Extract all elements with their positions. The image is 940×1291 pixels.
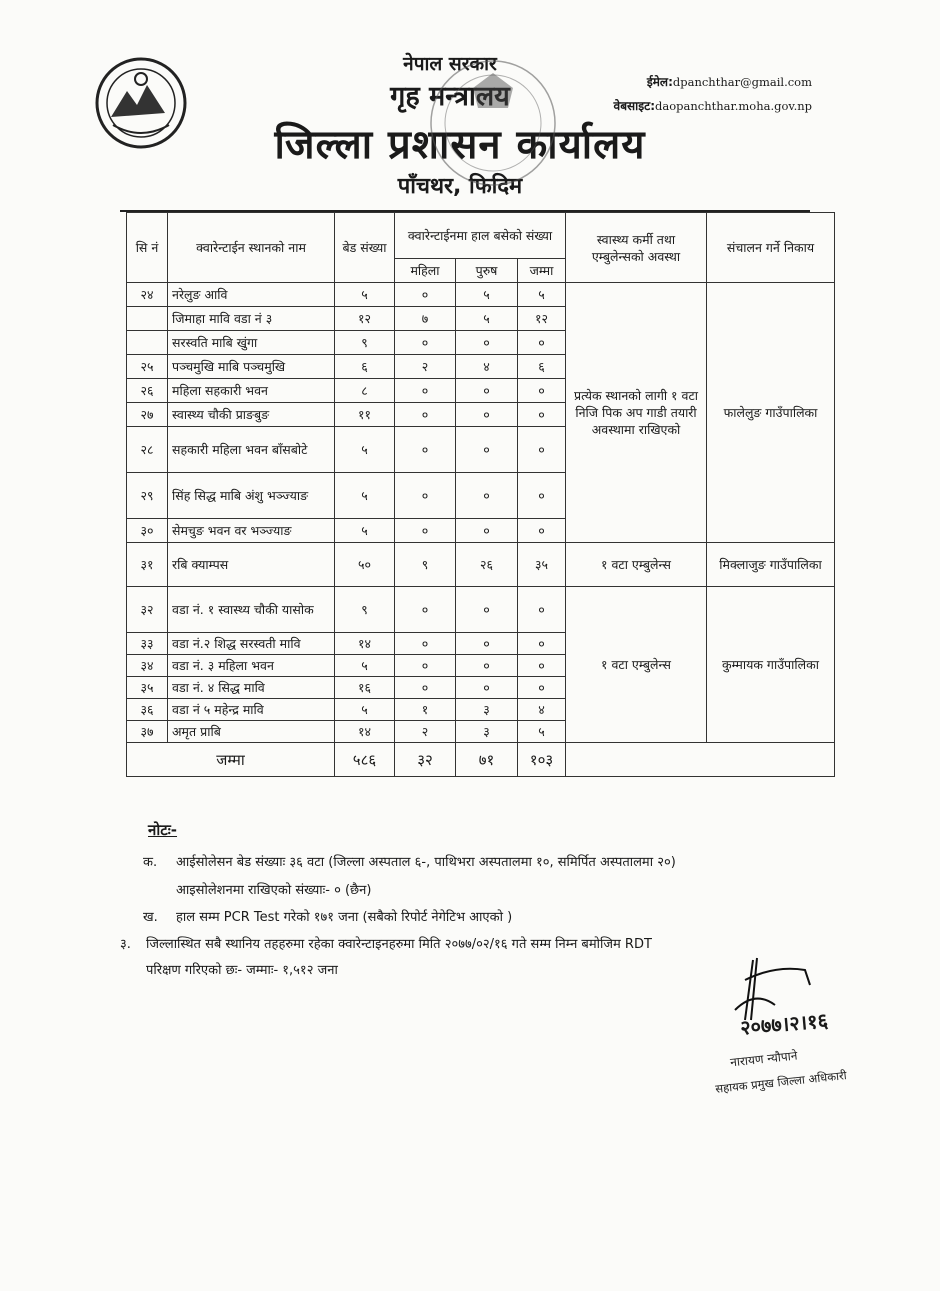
row-sn: २८ bbox=[127, 427, 168, 473]
row-total: ० bbox=[518, 677, 566, 699]
row-total: ० bbox=[518, 331, 566, 355]
row-name: वडा नं.२ शिद्ध सरस्वती मावि bbox=[168, 633, 335, 655]
office-location: पाँचथर, फिदिम bbox=[397, 174, 523, 199]
row-name: पञ्चमुखि माबि पञ्चमुखि bbox=[168, 355, 335, 379]
row-sn: ३६ bbox=[127, 699, 168, 721]
nepal-emblem-icon bbox=[93, 55, 189, 151]
row-total: ४ bbox=[518, 699, 566, 721]
group1-health: प्रत्येक स्थानको लागी १ वटा निजि पिक अप गाडी तयारी अवस्थामा राखिएको bbox=[566, 283, 707, 543]
office-stamp-icon bbox=[418, 48, 568, 198]
table-row bbox=[127, 587, 835, 633]
row-male: ३ bbox=[456, 721, 518, 743]
group3-health: १ वटा एम्बुलेन्स bbox=[566, 587, 707, 743]
row-name: वडा नं ५ महेन्द्र मावि bbox=[168, 699, 335, 721]
website-value[interactable]: daopanchthar.moha.gov.np bbox=[655, 99, 812, 113]
row-female: ० bbox=[395, 403, 456, 427]
row-sn bbox=[127, 331, 168, 355]
table-row bbox=[127, 543, 835, 587]
email-label: ईमेल: bbox=[646, 75, 673, 89]
group2-operator: मिक्लाजुङ गाउँपालिका bbox=[707, 543, 835, 587]
row-beds: ५ bbox=[335, 519, 395, 543]
header-total: जम्मा bbox=[518, 259, 566, 283]
notes-title: नोटः- bbox=[148, 821, 178, 839]
row-beds: ९ bbox=[335, 331, 395, 355]
totals-label: जम्मा bbox=[127, 743, 335, 777]
row-name: वडा नं. ४ सिद्ध मावि bbox=[168, 677, 335, 699]
row-beds: ११ bbox=[335, 403, 395, 427]
totals-female: ३२ bbox=[395, 743, 456, 777]
row-male: ० bbox=[456, 519, 518, 543]
row-sn: ३२ bbox=[127, 587, 168, 633]
row-male: ० bbox=[456, 331, 518, 355]
row-male: ५ bbox=[456, 283, 518, 307]
row-sn: ३४ bbox=[127, 655, 168, 677]
row-female: १ bbox=[395, 699, 456, 721]
header-name: क्वारेन्टाईन स्थानको नाम bbox=[168, 213, 335, 283]
row-male: ० bbox=[456, 677, 518, 699]
website-label: वेबसाइट: bbox=[613, 99, 656, 113]
row-male: ० bbox=[456, 473, 518, 519]
note-text: आइसोलेशनमा राखिएको संख्याः- ० (छैन) bbox=[176, 883, 372, 898]
row-beds: ५० bbox=[335, 543, 395, 587]
totals-row bbox=[127, 743, 835, 777]
row-male: ० bbox=[456, 633, 518, 655]
row-name: सरस्वति माबि खुंगा bbox=[168, 331, 335, 355]
row-male: ३ bbox=[456, 699, 518, 721]
signature-title: सहायक प्रमुख जिल्ला अधिकारी bbox=[714, 1068, 848, 1096]
row-total: ० bbox=[518, 379, 566, 403]
row-male: ० bbox=[456, 427, 518, 473]
group2-health: १ वटा एम्बुलेन्स bbox=[566, 543, 707, 587]
note-marker: ख. bbox=[143, 910, 158, 925]
note-text: परिक्षण गरिएको छः- जम्माः- १,५१२ जना bbox=[146, 963, 338, 978]
row-female: २ bbox=[395, 721, 456, 743]
row-female: ० bbox=[395, 473, 456, 519]
row-total: ० bbox=[518, 633, 566, 655]
notes-section bbox=[140, 818, 820, 842]
row-name: वडा नं. १ स्वास्थ्य चौकी यासोक bbox=[168, 587, 335, 633]
row-beds: ९ bbox=[335, 587, 395, 633]
row-name: महिला सहकारी भवन bbox=[168, 379, 335, 403]
row-beds: १४ bbox=[335, 721, 395, 743]
row-female: ० bbox=[395, 519, 456, 543]
row-name: जिमाहा मावि वडा नं ३ bbox=[168, 307, 335, 331]
row-beds: ५ bbox=[335, 427, 395, 473]
row-female: ९ bbox=[395, 543, 456, 587]
header-sn: सि नं bbox=[127, 213, 168, 283]
email-value[interactable]: dpanchthar@gmail.com bbox=[672, 75, 812, 89]
note-text: जिल्लास्थित सबै स्थानिय तहहरुमा रहेका क्वारेन्टाइनहरुमा मिति २०७७/०२/१६ गते सम्म निम्न बमोजिम RDT bbox=[146, 937, 652, 952]
group3-operator: कुम्मायक गाउँपालिका bbox=[707, 587, 835, 743]
row-female: ० bbox=[395, 283, 456, 307]
row-beds: १२ bbox=[335, 307, 395, 331]
row-sn: २७ bbox=[127, 403, 168, 427]
header-beds: बेड संख्या bbox=[335, 213, 395, 283]
row-total: ६ bbox=[518, 355, 566, 379]
group1-operator: फालेलुङ गाउँपालिका bbox=[707, 283, 835, 543]
row-female: ० bbox=[395, 331, 456, 355]
row-total: ५ bbox=[518, 283, 566, 307]
totals-total: १०३ bbox=[518, 743, 566, 777]
ministry-name: गृह मन्त्रालय bbox=[390, 81, 510, 112]
row-female: ० bbox=[395, 677, 456, 699]
row-male: ५ bbox=[456, 307, 518, 331]
quarantine-table bbox=[126, 212, 835, 777]
row-beds: ८ bbox=[335, 379, 395, 403]
row-name: सेमचुङ भवन वर भञ्ज्याङ bbox=[168, 519, 335, 543]
row-male: ० bbox=[456, 587, 518, 633]
row-sn: ३१ bbox=[127, 543, 168, 587]
row-beds: १६ bbox=[335, 677, 395, 699]
contact-website bbox=[614, 97, 812, 114]
government-name: नेपाल सरकार bbox=[403, 53, 497, 75]
row-female: ० bbox=[395, 655, 456, 677]
row-name: अमृत प्राबि bbox=[168, 721, 335, 743]
header-operator: संचालन गर्ने निकाय bbox=[707, 213, 835, 283]
totals-empty bbox=[566, 743, 835, 777]
signature-date: २०७७।२।१६ bbox=[739, 1008, 829, 1040]
row-name: रबि क्याम्पस bbox=[168, 543, 335, 587]
row-sn: ३३ bbox=[127, 633, 168, 655]
row-beds: ५ bbox=[335, 473, 395, 519]
row-sn: ३५ bbox=[127, 677, 168, 699]
row-sn: २९ bbox=[127, 473, 168, 519]
row-sn: ३७ bbox=[127, 721, 168, 743]
row-beds: ५ bbox=[335, 655, 395, 677]
note-marker: ३. bbox=[120, 937, 131, 952]
row-total: ० bbox=[518, 427, 566, 473]
row-total: ० bbox=[518, 473, 566, 519]
row-total: ३५ bbox=[518, 543, 566, 587]
row-name: नरेलुङ आवि bbox=[168, 283, 335, 307]
row-total: ० bbox=[518, 403, 566, 427]
row-total: १२ bbox=[518, 307, 566, 331]
totals-male: ७१ bbox=[456, 743, 518, 777]
row-male: ४ bbox=[456, 355, 518, 379]
row-female: ० bbox=[395, 633, 456, 655]
row-total: ५ bbox=[518, 721, 566, 743]
row-total: ० bbox=[518, 519, 566, 543]
row-sn bbox=[127, 307, 168, 331]
row-sn: २६ bbox=[127, 379, 168, 403]
note-marker: क. bbox=[143, 855, 158, 870]
row-female: ० bbox=[395, 427, 456, 473]
row-male: ० bbox=[456, 655, 518, 677]
row-name: स्वास्थ्य चौकी प्राङबुङ bbox=[168, 403, 335, 427]
row-name: सिंह सिद्ध माबि अंशु भञ्ज्याङ bbox=[168, 473, 335, 519]
header-current: क्वारेन्टाईनमा हाल बसेको संख्या bbox=[395, 213, 566, 259]
table-row bbox=[127, 283, 835, 307]
row-male: ० bbox=[456, 403, 518, 427]
row-female: ० bbox=[395, 379, 456, 403]
office-name: जिल्ला प्रशासन कार्यालय bbox=[274, 122, 646, 168]
signature-name: नारायण न्यौपाने bbox=[729, 1048, 799, 1070]
row-sn: २४ bbox=[127, 283, 168, 307]
totals-beds: ५८६ bbox=[335, 743, 395, 777]
row-female: २ bbox=[395, 355, 456, 379]
contact-email bbox=[647, 73, 812, 90]
row-sn: २५ bbox=[127, 355, 168, 379]
note-text: आईसोलेसन बेड संख्याः ३६ वटा (जिल्ला अस्पताल ६-, पाथिभरा अस्पतालमा १०, समिर्पित अस्पतालमा २०) bbox=[176, 855, 676, 870]
row-sn: ३० bbox=[127, 519, 168, 543]
row-total: ० bbox=[518, 655, 566, 677]
row-name: वडा नं. ३ महिला भवन bbox=[168, 655, 335, 677]
row-beds: १४ bbox=[335, 633, 395, 655]
row-male: ० bbox=[456, 379, 518, 403]
row-name: सहकारी महिला भवन बाँसबोटे bbox=[168, 427, 335, 473]
header-male: पुरुष bbox=[456, 259, 518, 283]
row-beds: ५ bbox=[335, 283, 395, 307]
header-health: स्वास्थ्य कर्मी तथा एम्बुलेन्सको अवस्था bbox=[566, 213, 707, 283]
row-female: ७ bbox=[395, 307, 456, 331]
note-text: हाल सम्म PCR Test गरेको १७१ जना (सबैको रिपोर्ट नेगेटिभ आएको ) bbox=[176, 910, 513, 925]
row-beds: ६ bbox=[335, 355, 395, 379]
row-beds: ५ bbox=[335, 699, 395, 721]
row-male: २६ bbox=[456, 543, 518, 587]
row-female: ० bbox=[395, 587, 456, 633]
row-total: ० bbox=[518, 587, 566, 633]
header-female: महिला bbox=[395, 259, 456, 283]
